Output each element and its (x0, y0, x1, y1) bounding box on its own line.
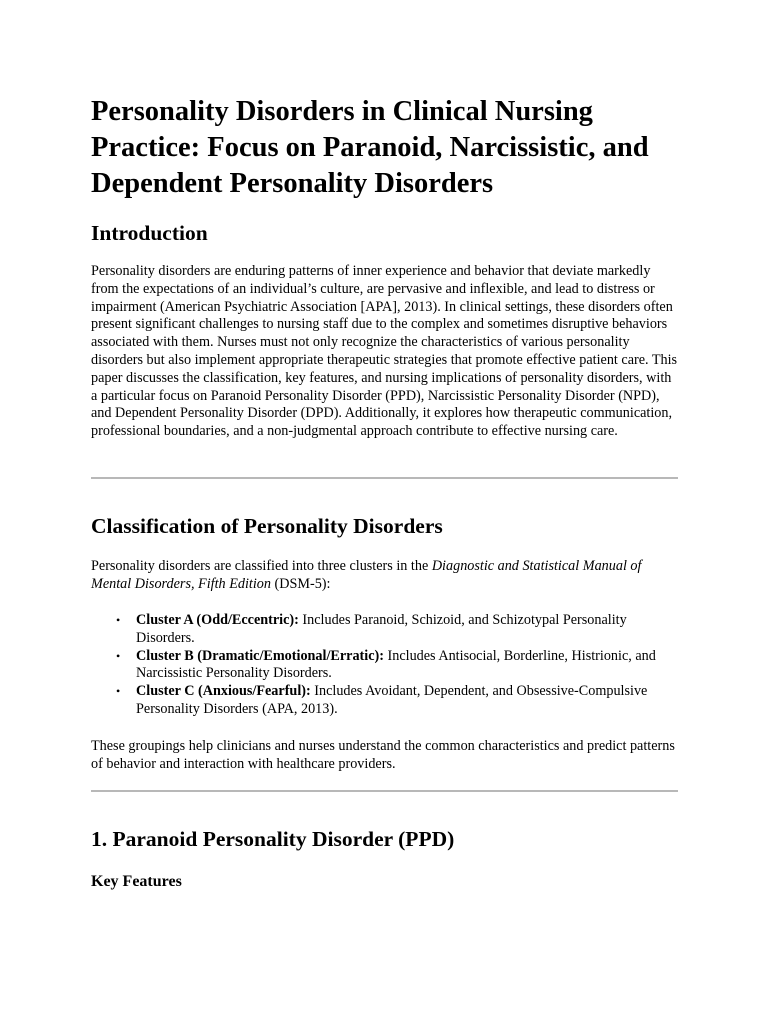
introduction-paragraph: Personality disorders are enduring patterns of inner experience and behavior that deviate markedly from the expectations of an individual’s culture, are pervasive and inflexible, and lead to distress or impairment (American Psychiatric Association [APA], 2013). In clinical settings, these disorders often present significant challenges to nursing staff due to the complex and sometimes disruptive behaviors associated with them. Nurses must not only recognize the characteristics of various personality disorders but also implement appropriate therapeutic strategies that promote effective patient care. This paper discusses the classification, key features, and nursing implications of personality disorders, with a particular focus on Paranoid Personality Disorder (PPD), Narcissistic Personality Disorder (NPD), and Dependent Personality Disorder (DPD). Additionally, it explores how therapeutic communication, professional boundaries, and a non-judgmental approach contribute to effective nursing care. (91, 263, 678, 440)
section-divider (91, 477, 678, 479)
key-features-heading: Key Features (91, 873, 182, 890)
page-title: Personality Disorders in Clinical Nursing Practice: Focus on Paranoid, Narcissistic, and Dependent Personality Disorders (91, 96, 649, 199)
cluster-text: Includes Avoidant, Dependent, and Obsessive-Compulsive Personality Disorders (APA, 2013). (136, 683, 648, 717)
cluster-label: Cluster C (Anxious/Fearful): (136, 683, 311, 700)
list-item-cluster-c (91, 683, 681, 719)
bullet-icon: • (116, 648, 121, 663)
classification-intro-after: (DSM-5): (270, 575, 331, 592)
ppd-heading: 1. Paranoid Personality Disorder (PPD) (91, 827, 455, 851)
introduction-heading: Introduction (91, 221, 208, 245)
classification-intro (91, 558, 681, 594)
bullet-icon: • (116, 684, 121, 699)
cluster-label: Cluster A (Odd/Eccentric): (136, 612, 299, 628)
classification-closing: These groupings help clinicians and nurses understand the common characteristics and predict patterns of behavior and interaction with healthcare providers. (91, 738, 675, 772)
cluster-text: Includes Paranoid, Schizoid, and Schizotypal Personality Disorders. (136, 612, 627, 646)
bullet-icon: • (116, 613, 121, 627)
dsm-title: Diagnostic and Statistical Manual of Mental Disorders, Fifth Edition (91, 558, 642, 592)
cluster-label: Cluster B (Dramatic/Emotional/Erratic): (136, 647, 384, 664)
cluster-text: Includes Antisocial, Borderline, Histrionic, and Narcissistic Personality Disorders. (136, 647, 656, 682)
classification-intro-before: Personality disorders are classified into three clusters in the (91, 558, 432, 574)
classification-heading: Classification of Personality Disorders (91, 514, 443, 538)
list-item-cluster-a (91, 612, 681, 648)
list-item-cluster-b (91, 648, 681, 684)
cluster-list (91, 612, 681, 719)
section-divider (91, 790, 678, 792)
